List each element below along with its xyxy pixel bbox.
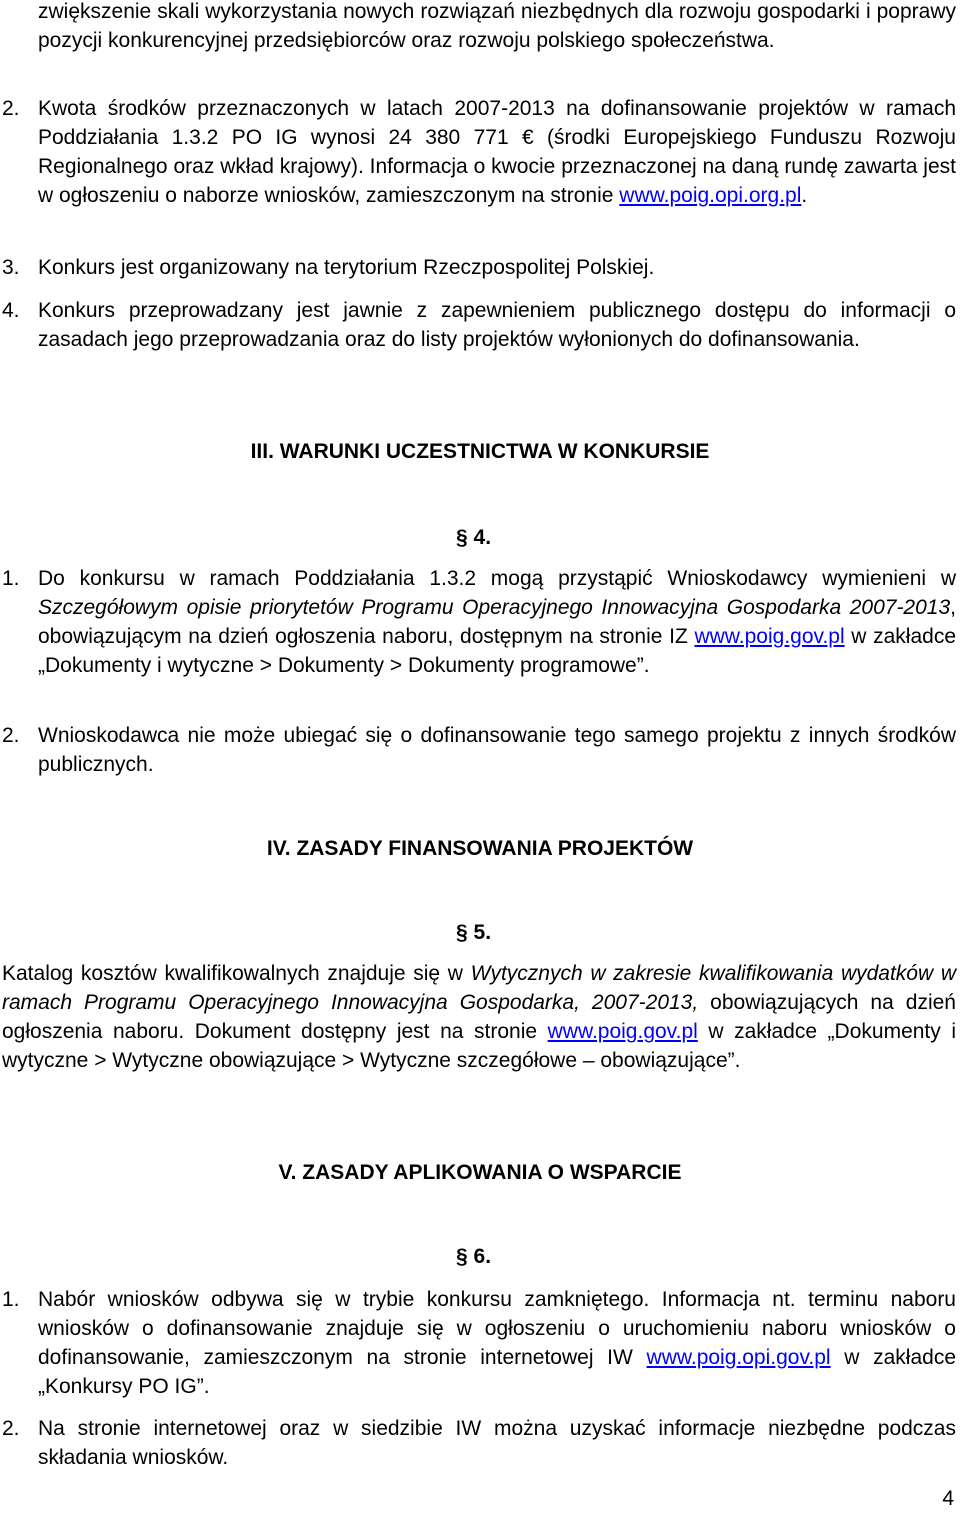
financing-paragraph bbox=[2, 959, 956, 1075]
list-item-text bbox=[38, 94, 956, 210]
text-run: Do konkursu w ramach Poddziałania 1.3.2 mogą przystąpić Wnioskodawcy wymienieni w bbox=[38, 567, 956, 590]
list-number: 4. bbox=[2, 299, 20, 322]
list-item-text: Konkurs przeprowadzany jest jawnie z zapewnieniem publicznego dostępu do informacji o zasadach jego przeprowadzania oraz do listy projektów wyłonionych do dofinansowania. bbox=[38, 299, 956, 351]
list-item-text bbox=[38, 1285, 956, 1401]
list-item-text bbox=[38, 564, 956, 680]
text-run: Katalog kosztów kwalifikowalnych znajduje się w bbox=[2, 962, 471, 985]
list-item-text: Konkurs jest organizowany na terytorium Rzeczpospolitej Polskiej. bbox=[38, 256, 655, 279]
section-heading-iii: III. WARUNKI UCZESTNICTWA W KONKURSIE bbox=[250, 440, 710, 463]
list-item-text: Na stronie internetowej oraz w siedzibie IW można uzyskać informacje niezbędne podczas składania wniosków. bbox=[38, 1417, 956, 1469]
paragraph-text: zwiększenie skali wykorzystania nowych rozwiązań niezbędnych dla rozwoju gospodarki i poprawy pozycji konkurencyjnej przedsiębiorców oraz rozwoju polskiego społeczeństwa. bbox=[38, 0, 956, 52]
poig-opi-gov-link[interactable]: www.poig.opi.gov.pl bbox=[646, 1346, 831, 1369]
section-heading-v: V. ZASADY APLIKOWANIA O WSPARCIE bbox=[278, 1161, 682, 1184]
list-number: 3. bbox=[2, 256, 20, 279]
page-number: 4 bbox=[942, 1487, 954, 1510]
text-run: w zakładce „Dokumenty i wytyczne > Wytyczne obowiązujące > Wytyczne szczegółowe – obowiązujące”. bbox=[2, 1020, 956, 1072]
list-number: 1. bbox=[2, 567, 20, 590]
document-title: Wytycznych w zakresie kwalifikowania wydatków w ramach Programu Operacyjnego Innowacyjna Gospodarka, 2007-2013, bbox=[2, 962, 956, 1014]
list-item-1 bbox=[0, 1285, 956, 1401]
list-item-2 bbox=[0, 721, 956, 779]
list-item-4 bbox=[0, 296, 956, 354]
paragraph-sign-5: § 5. bbox=[456, 921, 492, 944]
text-run: Nabór wniosków odbywa się w trybie konkursu zamkniętego. Informacja nt. terminu naboru wniosków o dofinansowanie znajduje się w ogłoszeniu o uruchomieniu naboru wniosków o dofinansowanie, zamieszczonym na stronie internetowej IW bbox=[38, 1288, 956, 1369]
list-item-3 bbox=[0, 253, 956, 282]
paragraph-sign-6: § 6. bbox=[456, 1245, 492, 1268]
paragraph-sign-4: § 4. bbox=[456, 526, 492, 549]
poig-gov-link[interactable]: www.poig.gov.pl bbox=[694, 625, 845, 648]
text-run: w zakładce „Konkursy PO IG”. bbox=[38, 1346, 957, 1398]
text-run: w zakładce „Dokumenty i wytyczne > Dokumenty > Dokumenty programowe”. bbox=[38, 625, 956, 677]
text-run: Kwota środków przeznaczonych w latach 2007-2013 na dofinansowanie projektów w ramach Poddziałania 1.3.2 PO IG wynosi 24 380 771 € (środki Europejskiego Funduszu Rozwoju Regionalnego oraz wkład krajowy). Informacja o kwocie przeznaczonej na daną rundę zawarta jest w ogłoszeniu o naborze wniosków, zamieszczonym na stronie bbox=[38, 97, 956, 207]
paragraph-continuation bbox=[0, 0, 956, 55]
text-run: , obowiązującym na dzień ogłoszenia naboru, dostępnym na stronie IZ bbox=[38, 596, 956, 648]
list-number: 2. bbox=[2, 724, 20, 747]
poig-opi-link[interactable]: www.poig.opi.org.pl bbox=[619, 184, 802, 207]
list-number: 2. bbox=[2, 1417, 20, 1440]
list-number: 1. bbox=[2, 1288, 20, 1311]
list-item-1 bbox=[0, 564, 956, 680]
poig-gov-link[interactable]: www.poig.gov.pl bbox=[547, 1020, 698, 1043]
list-item-text: Wnioskodawca nie może ubiegać się o dofinansowanie tego samego projektu z innych środków publicznych. bbox=[38, 724, 956, 776]
list-item-2 bbox=[0, 94, 956, 210]
section-heading-iv: IV. ZASADY FINANSOWANIA PROJEKTÓW bbox=[266, 837, 694, 860]
list-number: 2. bbox=[2, 97, 20, 120]
text-run: obowiązujących na dzień ogłoszenia naboru. Dokument dostępny jest na stronie bbox=[2, 991, 956, 1043]
document-title: Szczegółowym opisie priorytetów Programu Operacyjnego Innowacyjna Gospodarka 2007-2013 bbox=[38, 596, 951, 619]
text-run: . bbox=[801, 184, 808, 207]
list-item-2 bbox=[0, 1414, 956, 1472]
